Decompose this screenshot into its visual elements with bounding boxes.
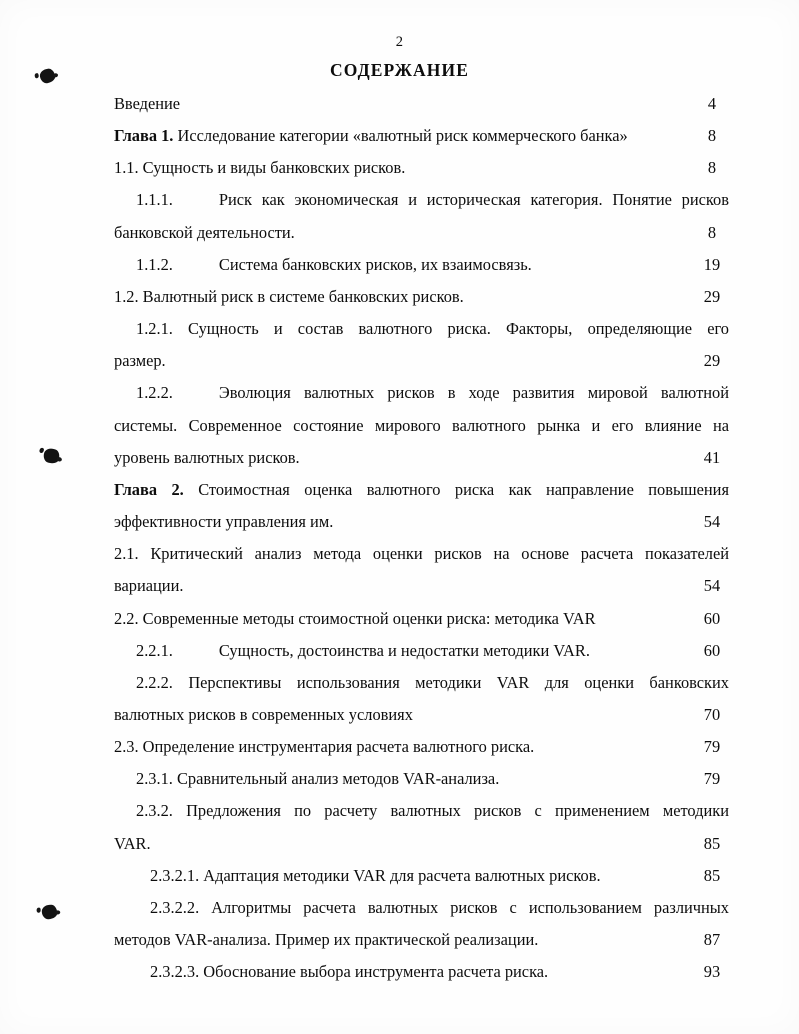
- toc-entry-page-number: 60: [703, 608, 721, 628]
- toc-entry-page-number: 8: [707, 126, 717, 146]
- toc-entry-label: 1.1.2. Система банковских рисков, их взаимосвязь.: [136, 254, 532, 274]
- toc-entry-label: 2.1. Критический анализ метода оценки рисков на основе расчета показателей: [114, 544, 729, 564]
- toc-entry-label: 2.3.2.1. Адаптация методики VAR для расчета валютных рисков.: [150, 865, 601, 885]
- toc-entry-label: 2.2.2. Перспективы использования методики VAR для оценки банковских: [136, 672, 729, 692]
- toc-entry-label-tail: вариации.: [114, 576, 184, 596]
- toc-entry-tail: [114, 828, 729, 860]
- toc-entry-label-tail: размер.: [114, 351, 166, 371]
- toc-entry[interactable]: [114, 892, 729, 956]
- toc-entry-label: Введение: [114, 94, 181, 113]
- toc-entry-label-tail: эффективности управления им.: [114, 512, 334, 532]
- toc-entry-label: 2.2. Современные методы стоимостной оценки риска: методика VAR: [114, 608, 596, 628]
- toc-entry-page-number: 93: [703, 962, 721, 982]
- toc-entry-tail: [114, 924, 729, 956]
- ink-blot-artifact-icon: [42, 447, 61, 465]
- table-of-contents: [114, 88, 729, 988]
- toc-entry[interactable]: [114, 667, 729, 731]
- toc-entry-chapter-label: Глава 2.: [114, 479, 184, 499]
- toc-entry[interactable]: [114, 120, 729, 152]
- toc-entry-label: 1.2.2. Эволюция валютных рисков в ходе развития мировой валютной: [136, 383, 729, 403]
- toc-entry[interactable]: [114, 635, 729, 667]
- toc-entry[interactable]: [114, 249, 729, 281]
- toc-entry-label: 2.3. Определение инструментария расчета валютного риска.: [114, 737, 535, 757]
- toc-entry-label-tail: методов VAR-анализа. Пример их практической реализации.: [114, 930, 539, 950]
- toc-entry[interactable]: [114, 795, 729, 859]
- toc-entry-label: 1.1.1. Риск как экономическая и историческая категория. Понятие рисков: [136, 190, 729, 210]
- toc-entry-page-number: 4: [707, 94, 717, 113]
- toc-entry-label-tail: банковской деятельности.: [114, 222, 295, 242]
- toc-entry-tail: [114, 345, 729, 377]
- toc-entry[interactable]: [114, 538, 729, 602]
- toc-entry-label: 2.3.2.2. Алгоритмы расчета валютных рисков с использованием различных: [150, 897, 729, 917]
- toc-entry-page-number: 79: [703, 769, 721, 789]
- toc-entry-chapter-label: Глава 1.: [114, 126, 174, 146]
- toc-entry[interactable]: [114, 152, 729, 184]
- toc-entry-label: 2.3.1. Сравнительный анализ методов VAR-анализа.: [136, 769, 500, 789]
- toc-entry-page-number: 54: [703, 512, 721, 532]
- toc-entry-page-number: 8: [707, 222, 717, 242]
- toc-entry-page-number: 70: [703, 704, 721, 724]
- ink-blot-artifact-icon: [41, 904, 57, 919]
- toc-entry[interactable]: [114, 88, 729, 120]
- toc-entry-label: Глава 2. Стоимостная оценка валютного риска как направление повышения: [114, 479, 729, 499]
- toc-entry-label-continued: системы. Современное состояние мирового валютного рынка и его влияние на: [114, 415, 729, 435]
- toc-entry-number: 1.1.2.: [136, 254, 173, 274]
- toc-entry[interactable]: [114, 313, 729, 377]
- toc-entry-tail: [114, 217, 729, 249]
- toc-entry-page-number: 41: [703, 447, 721, 467]
- toc-entry[interactable]: [114, 474, 729, 538]
- toc-entry[interactable]: [114, 603, 729, 635]
- toc-entry-number: 2.2.1.: [136, 640, 173, 660]
- toc-entry-tail: [114, 699, 729, 731]
- toc-entry-page-number: 29: [703, 286, 721, 306]
- page-title: СОДЕРЖАНИЕ: [329, 60, 469, 80]
- toc-entry-number: 1.1.1.: [136, 190, 173, 210]
- toc-entry[interactable]: [114, 377, 729, 473]
- toc-entry[interactable]: [114, 731, 729, 763]
- toc-entry[interactable]: [114, 860, 729, 892]
- toc-entry-page-number: 19: [703, 254, 721, 274]
- toc-entry-label-tail: VAR.: [114, 833, 151, 853]
- toc-entry-label: 2.2.1. Сущность, достоинства и недостатки методики VAR.: [136, 640, 590, 660]
- toc-entry[interactable]: [114, 281, 729, 313]
- toc-entry-page-number: 87: [703, 930, 721, 950]
- toc-entry-page-number: 79: [703, 737, 721, 757]
- toc-entry-label: Глава 1. Исследование категории «валютный риск коммерческого банка»: [114, 126, 628, 146]
- toc-entry-tail: [114, 506, 729, 538]
- toc-entry-label: 1.2.1. Сущность и состав валютного риска. Факторы, определяющие его: [136, 319, 729, 339]
- toc-entry-label: 1.1. Сущность и виды банковских рисков.: [114, 158, 406, 178]
- toc-entry-tail: [114, 570, 729, 602]
- toc-entry-page-number: 85: [703, 865, 721, 885]
- toc-entry-page-number: 29: [703, 351, 721, 371]
- toc-entry-page-number: 60: [703, 640, 721, 660]
- toc-entry-label: 2.3.2.3. Обоснование выбора инструмента расчета риска.: [150, 962, 549, 982]
- page-folio-number: 2: [395, 34, 404, 50]
- toc-entry-label-tail: валютных рисков в современных условиях: [114, 704, 413, 724]
- toc-entry[interactable]: [114, 956, 729, 988]
- toc-entry-label: 2.3.2. Предложения по расчету валютных рисков с применением методики: [136, 801, 729, 821]
- toc-entry-label-tail: уровень валютных рисков.: [114, 447, 300, 467]
- toc-entry[interactable]: [114, 184, 729, 248]
- toc-entry-page-number: 54: [703, 576, 721, 596]
- toc-entry-page-number: 85: [703, 833, 721, 853]
- toc-entry-label: 1.2. Валютный риск в системе банковских рисков.: [114, 286, 464, 306]
- toc-entry-tail: [114, 442, 729, 474]
- toc-entry[interactable]: [114, 763, 729, 795]
- toc-entry-number: 1.2.2.: [136, 383, 173, 403]
- toc-entry-page-number: 8: [707, 158, 717, 178]
